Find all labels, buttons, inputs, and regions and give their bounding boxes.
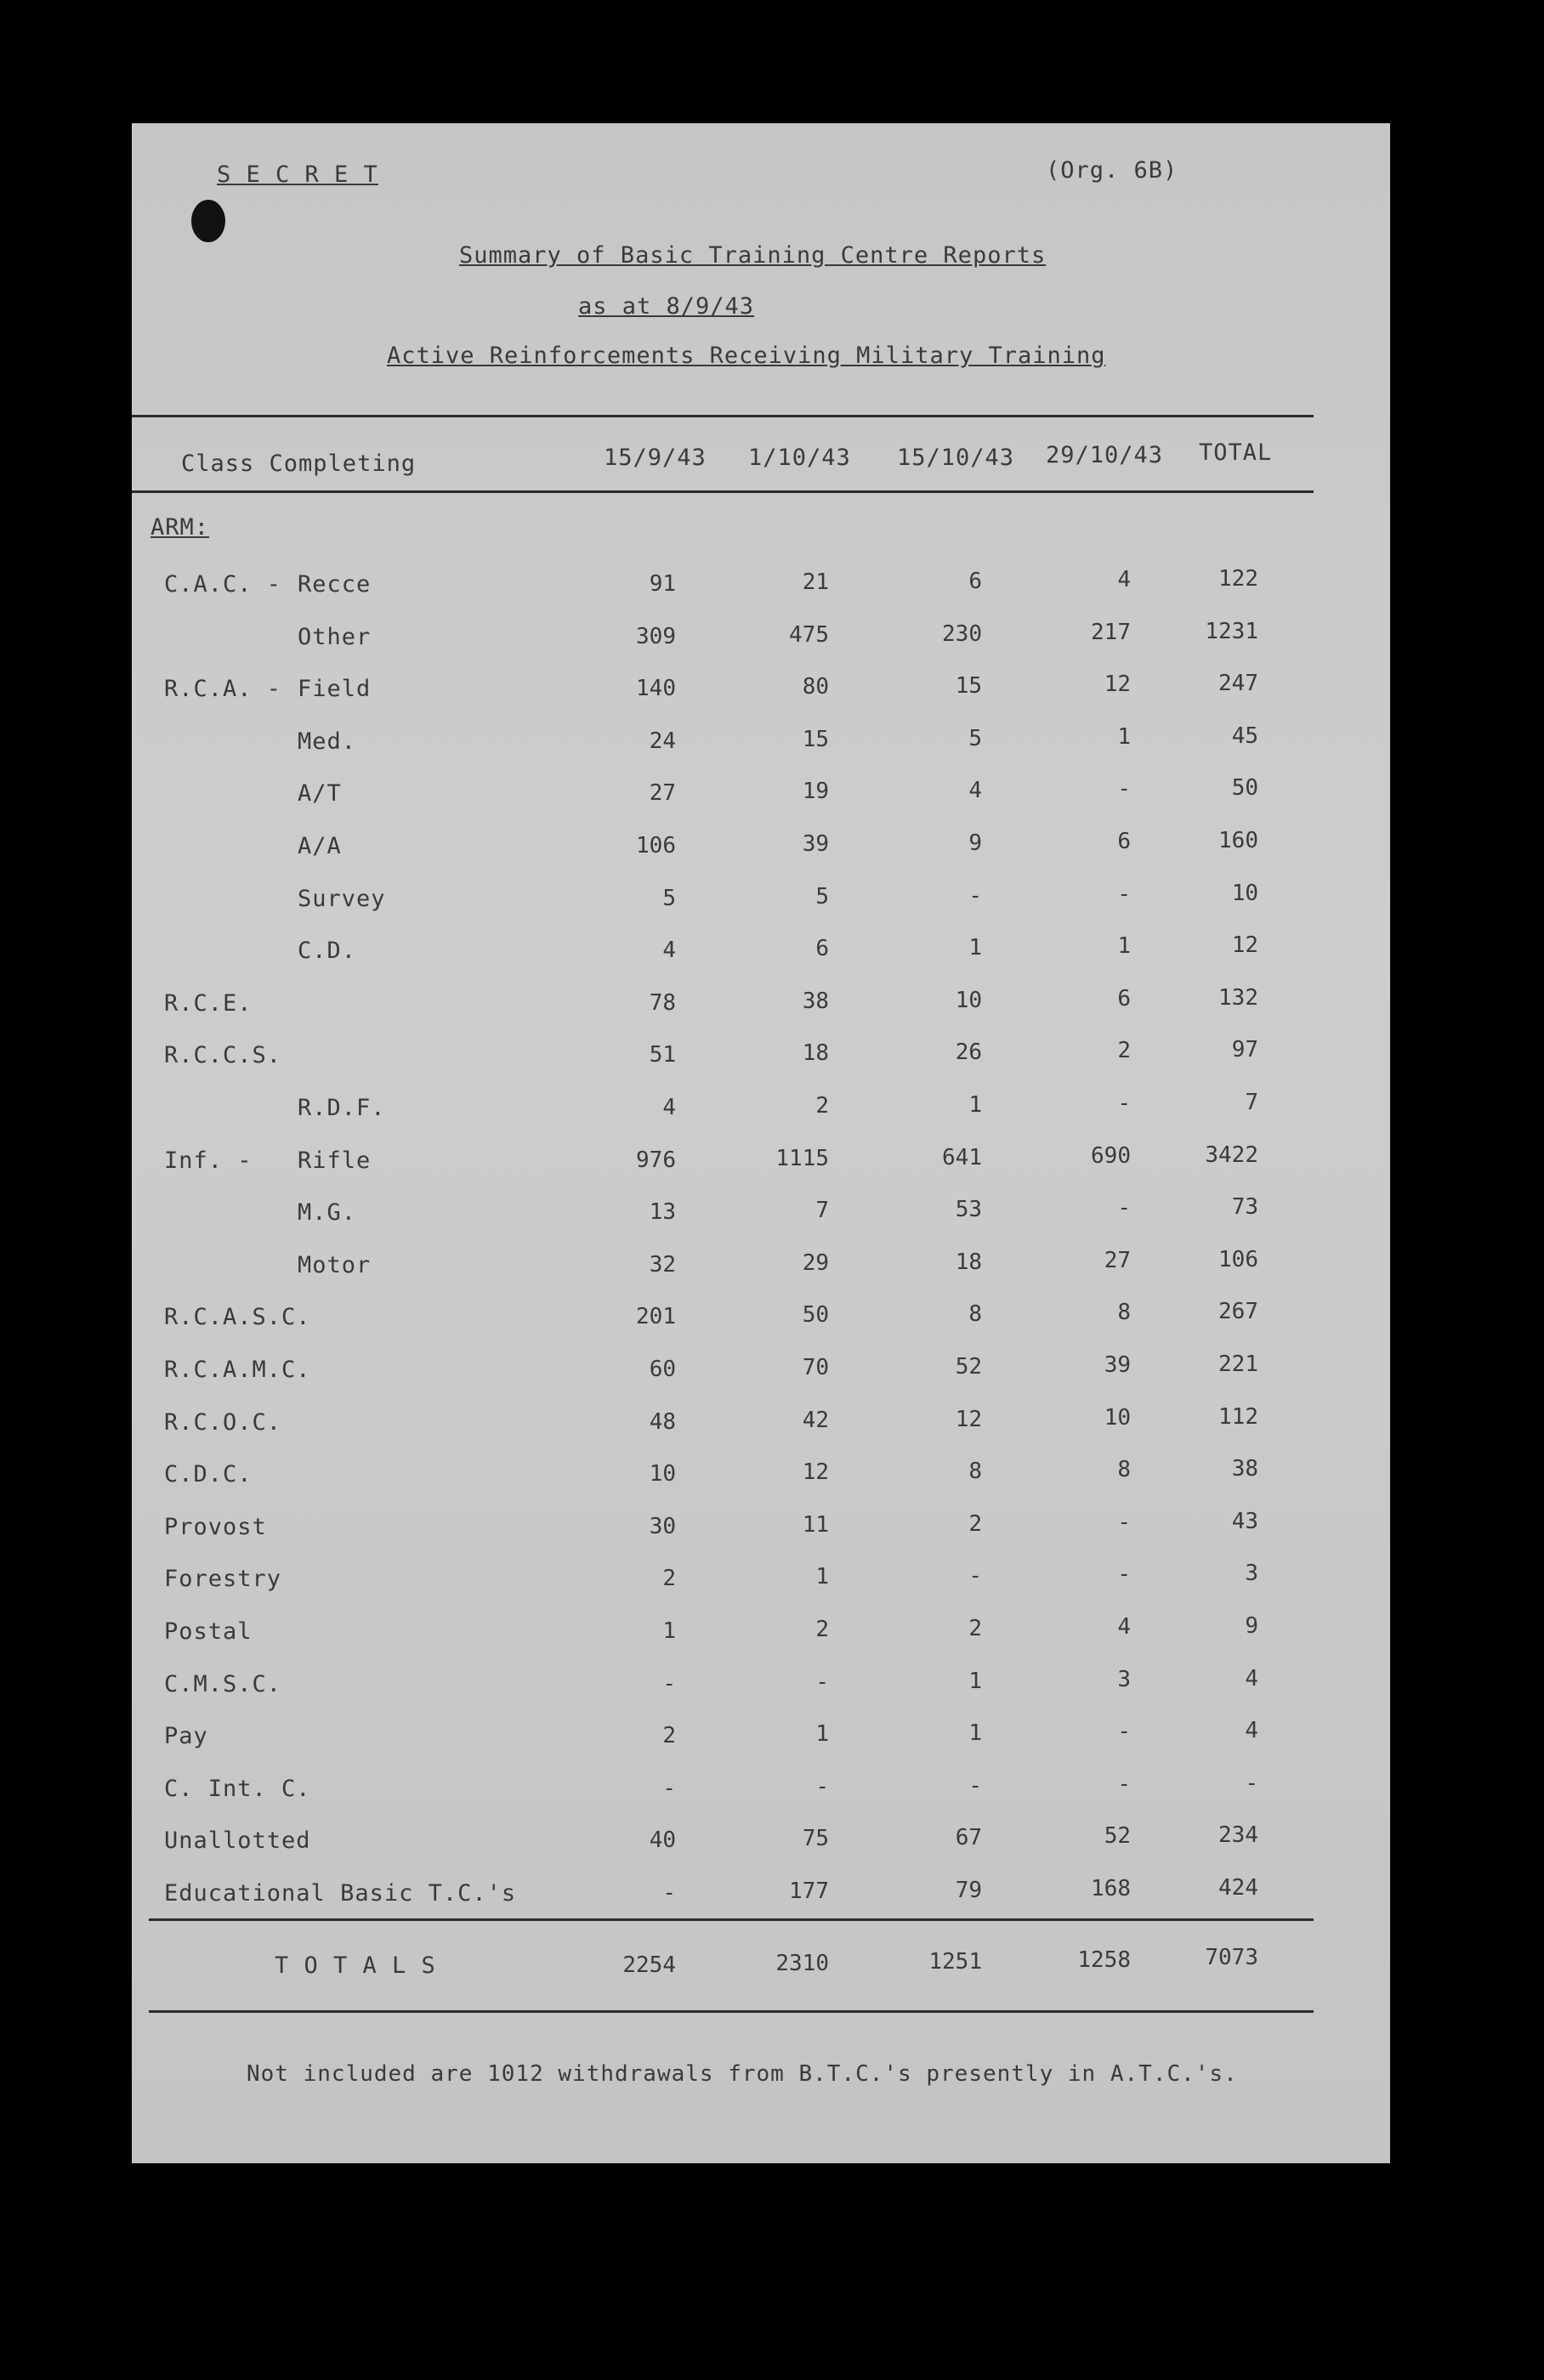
total-col-grand: 7073: [1205, 1945, 1258, 1970]
row-label: A/T: [298, 780, 342, 807]
row-value: 4: [1117, 567, 1131, 592]
row-total: 4: [1245, 1666, 1258, 1692]
row-value: 2: [662, 1566, 676, 1591]
totals-label: T O T A L S: [275, 1952, 436, 1979]
row-value: -: [1117, 881, 1131, 907]
row-value: 26: [955, 1040, 982, 1065]
row-group: Provost: [164, 1514, 267, 1540]
totals-top-rule: [149, 1918, 1314, 1921]
row-value: 32: [649, 1252, 676, 1278]
col-header-total: TOTAL: [1199, 439, 1273, 466]
row-total: 106: [1218, 1247, 1258, 1272]
org-reference: (Org. 6B): [1046, 157, 1178, 184]
row-value: -: [662, 1671, 676, 1697]
row-total: 160: [1218, 828, 1258, 853]
row-value: 18: [802, 1040, 829, 1066]
row-label: A/A: [298, 833, 342, 859]
row-group: R.C.A.M.C.: [164, 1357, 311, 1383]
row-total: 97: [1231, 1037, 1258, 1062]
col-header-1: 15/9/43: [604, 445, 707, 471]
row-group: R.C.A. -: [164, 676, 282, 702]
row-value: 1115: [775, 1146, 829, 1171]
row-value: 12: [802, 1459, 829, 1485]
row-total: 3: [1245, 1561, 1258, 1586]
row-label: Motor: [298, 1252, 372, 1278]
row-total: 12: [1231, 932, 1258, 958]
row-group: Unallotted: [164, 1828, 311, 1854]
row-value: -: [968, 1773, 982, 1799]
row-value: -: [815, 1669, 829, 1695]
row-value: 29: [802, 1250, 829, 1276]
row-value: 10: [649, 1461, 676, 1487]
row-value: 52: [955, 1354, 982, 1380]
row-total: 10: [1231, 881, 1258, 906]
row-value: 51: [649, 1042, 676, 1068]
doc-title: Summary of Basic Training Centre Reports: [459, 242, 1047, 269]
row-value: -: [1117, 1510, 1131, 1535]
row-value: -: [1117, 776, 1131, 802]
row-value: -: [662, 1776, 676, 1801]
row-group: R.C.O.C.: [164, 1409, 282, 1436]
row-value: 1: [968, 1720, 982, 1746]
row-label: Survey: [298, 886, 386, 912]
total-col-1: 2254: [622, 1952, 676, 1978]
row-total: 112: [1218, 1404, 1258, 1430]
row-group: Postal: [164, 1618, 253, 1645]
row-value: 8: [1117, 1300, 1131, 1325]
row-value: 201: [636, 1304, 676, 1329]
row-value: 8: [1117, 1457, 1131, 1482]
row-total: -: [1245, 1771, 1258, 1796]
row-total: 38: [1231, 1456, 1258, 1482]
row-total: 221: [1218, 1352, 1258, 1377]
row-value: -: [815, 1774, 829, 1799]
row-value: 5: [968, 726, 982, 751]
row-value: -: [1117, 1561, 1131, 1587]
row-label: Other: [298, 624, 372, 650]
row-value: -: [662, 1880, 676, 1906]
row-value: 9: [968, 830, 982, 856]
row-value: 475: [789, 622, 829, 648]
row-group: Forestry: [164, 1566, 282, 1592]
row-value: 2: [1117, 1038, 1131, 1063]
row-value: 217: [1091, 620, 1131, 645]
row-value: 10: [1104, 1405, 1131, 1431]
row-value: 50: [802, 1302, 829, 1328]
row-total: 3422: [1205, 1142, 1258, 1168]
row-total: 7: [1245, 1090, 1258, 1115]
row-value: 48: [649, 1409, 676, 1435]
row-value: 15: [802, 727, 829, 752]
row-value: 2: [968, 1616, 982, 1641]
row-total: 73: [1231, 1194, 1258, 1220]
doc-subtitle: Active Reinforcements Receiving Military Training: [387, 343, 1106, 369]
col-header-2: 1/10/43: [748, 445, 851, 471]
document-sheet: [132, 123, 1390, 2163]
row-value: 1: [968, 1669, 982, 1694]
row-value: 79: [955, 1878, 982, 1903]
row-value: 27: [649, 780, 676, 806]
row-value: 1: [815, 1564, 829, 1590]
row-group: Pay: [164, 1723, 208, 1749]
row-label: M.G.: [298, 1199, 357, 1226]
row-value: 5: [662, 886, 676, 911]
row-group: R.C.C.S.: [164, 1042, 282, 1068]
row-label: R.D.F.: [298, 1095, 386, 1121]
row-total: 50: [1231, 775, 1258, 801]
row-value: 976: [636, 1148, 676, 1173]
row-value: 78: [649, 990, 676, 1016]
row-value: 40: [649, 1828, 676, 1853]
row-value: 10: [955, 988, 982, 1013]
row-value: 39: [802, 831, 829, 857]
row-value: 168: [1091, 1876, 1131, 1901]
row-value: 21: [802, 570, 829, 595]
row-value: 1: [968, 935, 982, 960]
row-value: 15: [955, 673, 982, 699]
doc-date: as at 8/9/43: [578, 293, 755, 320]
row-value: 2: [815, 1093, 829, 1119]
row-total: 43: [1231, 1509, 1258, 1534]
row-value: 309: [636, 624, 676, 649]
row-group: R.C.E.: [164, 990, 253, 1017]
row-value: 1: [662, 1618, 676, 1644]
row-total: 45: [1231, 723, 1258, 749]
row-value: 177: [789, 1878, 829, 1904]
row-value: 2: [815, 1617, 829, 1642]
row-total: 267: [1218, 1299, 1258, 1324]
row-group: C.A.C. -: [164, 571, 282, 598]
row-value: 2: [662, 1723, 676, 1748]
row-value: 1: [968, 1092, 982, 1118]
row-value: 13: [649, 1199, 676, 1225]
row-value: 24: [649, 728, 676, 754]
row-value: 641: [942, 1145, 982, 1170]
ink-blot: [191, 200, 225, 242]
row-value: 80: [802, 674, 829, 700]
row-value: 42: [802, 1408, 829, 1433]
row-total: 234: [1218, 1822, 1258, 1848]
row-value: 4: [662, 1095, 676, 1120]
row-label: Rifle: [298, 1148, 372, 1174]
total-col-2: 2310: [775, 1951, 829, 1976]
col-header-4: 29/10/43: [1046, 442, 1164, 468]
row-total: 9: [1245, 1613, 1258, 1639]
table-top-rule: [132, 415, 1314, 417]
row-value: 30: [649, 1514, 676, 1539]
row-group: R.C.A.S.C.: [164, 1304, 311, 1330]
row-value: 4: [968, 778, 982, 803]
row-total: 247: [1218, 671, 1258, 696]
row-value: 2: [968, 1511, 982, 1537]
row-total: 424: [1218, 1875, 1258, 1901]
row-label: Recce: [298, 571, 372, 598]
total-col-3: 1251: [928, 1949, 982, 1975]
row-value: 690: [1091, 1143, 1131, 1169]
row-value: 4: [662, 938, 676, 963]
section-label: ARM:: [150, 514, 210, 541]
row-group: Inf. -: [164, 1148, 253, 1174]
col-header-3: 15/10/43: [897, 445, 1015, 471]
row-value: 52: [1104, 1823, 1131, 1849]
row-value: 6: [1117, 986, 1131, 1012]
row-value: 8: [968, 1459, 982, 1484]
row-value: -: [1117, 1771, 1131, 1797]
row-total: 122: [1218, 566, 1258, 592]
security-classification: S E C R E T: [217, 162, 378, 188]
row-value: 1: [1117, 933, 1131, 959]
row-value: 106: [636, 833, 676, 858]
header-bottom-rule: [132, 490, 1314, 493]
row-value: 39: [1104, 1352, 1131, 1378]
row-value: -: [1117, 1195, 1131, 1221]
row-value: 4: [1117, 1614, 1131, 1640]
row-value: 6: [815, 936, 829, 961]
row-label: Field: [298, 676, 372, 702]
row-value: 6: [1117, 829, 1131, 854]
row-value: 3: [1117, 1667, 1131, 1692]
row-value: 67: [955, 1825, 982, 1850]
row-group: C. Int. C.: [164, 1776, 311, 1802]
row-group: Educational Basic T.C.'s: [164, 1880, 517, 1907]
row-value: 5: [815, 884, 829, 910]
row-value: 18: [955, 1250, 982, 1275]
row-value: 140: [636, 676, 676, 701]
row-group: C.D.C.: [164, 1461, 253, 1488]
row-total: 132: [1218, 985, 1258, 1011]
row-total: 4: [1245, 1718, 1258, 1743]
row-value: 75: [802, 1826, 829, 1851]
col-header-class: Class Completing: [181, 450, 417, 477]
row-value: 6: [968, 569, 982, 594]
row-value: 8: [968, 1301, 982, 1327]
totals-bottom-rule: [149, 2010, 1314, 2013]
row-value: 60: [649, 1357, 676, 1382]
row-value: 12: [1104, 672, 1131, 697]
footnote: Not included are 1012 withdrawals from B.T.C.'s presently in A.T.C.'s.: [247, 2061, 1238, 2087]
row-value: 11: [802, 1512, 829, 1538]
row-value: -: [1117, 1091, 1131, 1116]
row-group: C.M.S.C.: [164, 1671, 282, 1697]
row-value: 27: [1104, 1248, 1131, 1273]
row-value: 38: [802, 989, 829, 1014]
row-total: 1231: [1205, 619, 1258, 644]
row-value: 70: [802, 1355, 829, 1380]
row-label: C.D.: [298, 938, 357, 964]
row-value: 19: [802, 779, 829, 804]
total-col-4: 1258: [1077, 1947, 1131, 1973]
row-value: -: [968, 1563, 982, 1589]
row-value: 91: [649, 571, 676, 597]
row-value: 1: [815, 1721, 829, 1747]
row-value: 1: [1117, 724, 1131, 750]
row-value: 7: [815, 1198, 829, 1223]
row-value: -: [1117, 1719, 1131, 1744]
row-value: 53: [955, 1197, 982, 1222]
row-value: 12: [955, 1407, 982, 1432]
row-label: Med.: [298, 728, 357, 755]
row-value: -: [968, 883, 982, 909]
row-value: 230: [942, 621, 982, 647]
